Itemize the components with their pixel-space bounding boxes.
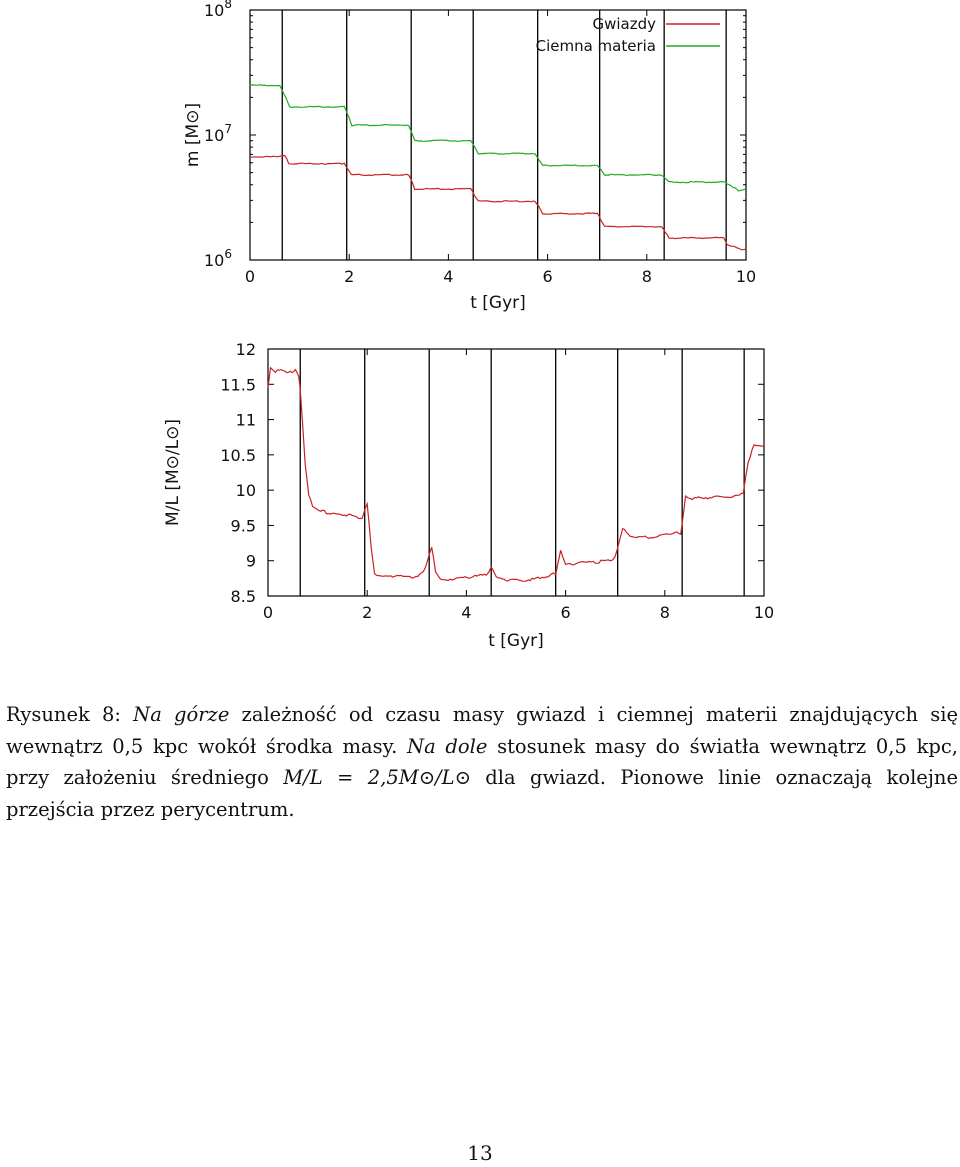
caption-text-3: dla gwiazd. Pionowe linie oznaczają kolejne przejścia przez perycentrum. — [6, 766, 958, 821]
caption-top-phrase: Na górze — [133, 703, 230, 726]
x-tick-label: 0 — [262, 603, 274, 622]
caption-text-1: zależność od czasu masy gwiazd i ciemnej materii znajdujących się wewnątrz 0,5 kpc wokół środka masy. — [6, 703, 959, 758]
y-tick-label: 9 — [245, 551, 256, 571]
plot-frame — [250, 10, 746, 260]
mass-vs-time-chart — [0, 0, 960, 330]
caption-text-2: stosunek masy do światła wewnątrz 0,5 kpc, przy założeniu średniego — [6, 734, 958, 789]
y-tick-label: 9.5 — [230, 516, 256, 536]
x-tick-label: 2 — [344, 267, 355, 286]
series-line — [250, 85, 746, 191]
y-axis-label: m [M⊙] — [183, 102, 203, 168]
y-tick-label: 10.5 — [220, 445, 256, 465]
x-tick-label: 10 — [753, 603, 775, 622]
series-line — [268, 368, 764, 582]
series-line — [250, 156, 746, 250]
y-tick-label: 10 — [235, 481, 256, 501]
y-tick-label: 12 — [235, 340, 256, 359]
x-tick-label: 4 — [461, 603, 472, 622]
caption-math: M/L = 2,5M⊙/L⊙ — [283, 766, 471, 789]
y-tick-label: 11.5 — [220, 375, 256, 395]
legend-label: Gwiazdy — [592, 15, 656, 33]
y-tick-label: $10^8$ — [204, 0, 232, 20]
page-number: 13 — [467, 1141, 493, 1165]
x-tick-label: 6 — [560, 603, 571, 622]
x-tick-label: 2 — [362, 603, 373, 622]
figure-caption — [6, 699, 958, 825]
x-axis-label: t [Gyr] — [470, 293, 526, 313]
y-tick-label: $10^7$ — [204, 122, 232, 145]
mass-to-light-ratio-chart — [0, 330, 960, 670]
x-tick-label: 4 — [443, 267, 454, 286]
y-tick-label: 11 — [235, 410, 256, 430]
x-tick-label: 10 — [735, 267, 757, 286]
y-tick-label: 8.5 — [230, 587, 256, 606]
legend-label: Ciemna materia — [535, 37, 656, 55]
y-axis-label: M/L [M⊙/L⊙] — [163, 419, 183, 526]
x-tick-label: 0 — [244, 267, 256, 286]
x-tick-label: 6 — [542, 267, 553, 286]
caption-label: Rysunek 8: — [6, 703, 121, 726]
x-tick-label: 8 — [641, 267, 652, 286]
x-axis-label: t [Gyr] — [488, 631, 544, 651]
x-tick-label: 8 — [659, 603, 670, 622]
caption-bottom-phrase: Na dole — [407, 734, 488, 758]
y-tick-label: $10^6$ — [204, 247, 232, 270]
plot-frame — [268, 349, 764, 596]
